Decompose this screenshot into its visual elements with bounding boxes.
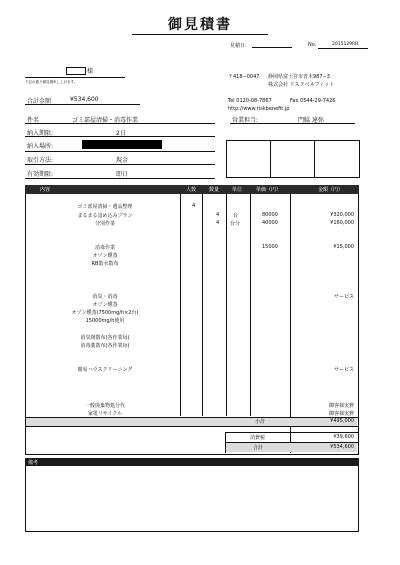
total-underline — [25, 104, 140, 105]
row-total: ¥160,000 — [330, 220, 354, 226]
subtotal-label: 小計 — [255, 419, 266, 425]
row-text: ゴミ部屋清掃・遺品整理 — [77, 204, 133, 210]
total-value: ¥534,600 — [70, 96, 99, 103]
stamp-divider-2 — [314, 140, 315, 178]
header-content: 内容 — [40, 187, 51, 193]
row-text: オゾン燻蒸 — [92, 253, 118, 259]
row-text: 15000mg/h使用 — [85, 318, 125, 324]
company-name: 株式会社 リスクベネフィット — [268, 82, 335, 88]
stamp-area — [226, 140, 360, 178]
company-zip: 〒418−0047 — [228, 74, 260, 80]
terms-label: 取引方法: — [27, 157, 54, 164]
row-price: 15000 — [262, 244, 278, 250]
row-text: まるまる詰め込みプラン — [77, 213, 133, 219]
row-total: サービス — [333, 294, 354, 300]
row-amount: 4 — [216, 220, 220, 226]
rep-underline — [230, 123, 355, 124]
tax-value: ¥39,600 — [333, 434, 354, 440]
company-url: http://www.riskbenefit.jp — [228, 106, 290, 112]
row-price: 40000 — [262, 220, 278, 226]
deadline-label: 納入期限: — [27, 130, 54, 137]
row-total: 御客様実費 — [328, 411, 354, 417]
company-address: 静岡県富士宮市青木987−3 — [268, 74, 330, 80]
place-label: 納入場所: — [27, 143, 54, 150]
no-value: 2015129RB — [332, 42, 359, 47]
header-price: 単価（円） — [256, 187, 282, 193]
row-text: オゾン燻蒸(7500mg/h×2台) — [71, 310, 139, 316]
estimate-note: 下記の通り御見積申し上げます。 — [25, 80, 78, 84]
date-field — [252, 47, 292, 48]
header-unit: 単位 — [232, 187, 243, 193]
header-total: 金額（円） — [318, 187, 344, 193]
col-divider-qty — [180, 194, 181, 416]
title-underline — [132, 34, 268, 35]
row-amount: 4 — [216, 212, 220, 218]
row-unit: 台分 — [230, 221, 241, 227]
row-text: 分別作業 — [94, 221, 115, 227]
terms-underline — [25, 164, 215, 165]
grand-total-value: ¥534,600 — [330, 444, 354, 450]
row-qty: 4 — [192, 203, 196, 209]
col-divider-amount — [202, 194, 203, 416]
row-total: サービス — [333, 367, 354, 373]
row-total: 御客様実費 — [328, 403, 354, 409]
header-amount: 数量 — [209, 187, 220, 193]
company-fax: Fax 0544-29-7426 — [290, 98, 336, 104]
place-underline — [25, 151, 215, 152]
subject-value: ゴミ部屋清掃・消毒作業 — [72, 117, 139, 124]
row-text: 消臭・消毒 — [92, 294, 118, 300]
date-label: 見積日: — [230, 43, 247, 49]
subject-label: 件名 — [27, 117, 40, 124]
rep-value: 門脇 達弥 — [298, 117, 324, 124]
row-text: 消毒薬散布(各作業毎) — [80, 343, 130, 349]
rep-label: 営業担当: — [232, 117, 259, 124]
customer-name-box — [66, 67, 86, 75]
total-label: 合計金額 — [27, 98, 52, 105]
company-phone: Tel 0120-08-7867 — [228, 98, 272, 104]
row-text: 家電リサイクル — [87, 411, 123, 417]
stamp-divider-1 — [270, 140, 271, 178]
col-divider-price — [250, 194, 251, 416]
remarks-header — [25, 458, 359, 466]
no-underline — [318, 48, 368, 49]
terms-value: 現金 — [116, 157, 129, 164]
tax-label: 消費税 — [250, 435, 266, 441]
row-text: オゾン燻蒸 — [92, 302, 118, 308]
subtotal-bottom-rule — [25, 426, 359, 427]
customer-underline — [25, 77, 125, 78]
remarks-box — [25, 458, 359, 532]
row-total: ¥15,000 — [333, 244, 354, 250]
redacted-place — [82, 140, 162, 149]
header-qty: 人数 — [186, 187, 197, 193]
valid-underline — [25, 178, 215, 179]
row-text: RB散水散布 — [91, 261, 119, 267]
row-text: 消毒作業 — [94, 245, 115, 251]
valid-label: 有効期限: — [27, 171, 54, 178]
subject-underline — [25, 123, 215, 124]
col-divider-total — [290, 194, 291, 453]
row-price: 80000 — [262, 212, 278, 218]
customer-honorific: 様 — [87, 68, 94, 75]
row-total: ¥320,000 — [330, 212, 354, 218]
tax-top-rule — [225, 432, 359, 433]
remarks-label: 備考 — [28, 460, 39, 466]
row-text: 一般廃棄物処分代 — [84, 403, 125, 409]
grand-total-label: 合計 — [253, 445, 264, 451]
subtotal-value: ¥495,000 — [330, 418, 354, 424]
row-text: 簡易ハウスクリーニング — [77, 367, 133, 373]
row-text: 消臭剤散布(各作業毎) — [80, 335, 130, 341]
document-title: 御見積書 — [168, 17, 232, 33]
col-divider-unit — [226, 194, 227, 416]
no-label: No. — [308, 42, 317, 48]
valid-value: 即日 — [116, 171, 129, 178]
deadline-underline — [25, 136, 215, 137]
row-unit: 台 — [233, 213, 239, 219]
deadline-value: 2日 — [116, 130, 126, 137]
